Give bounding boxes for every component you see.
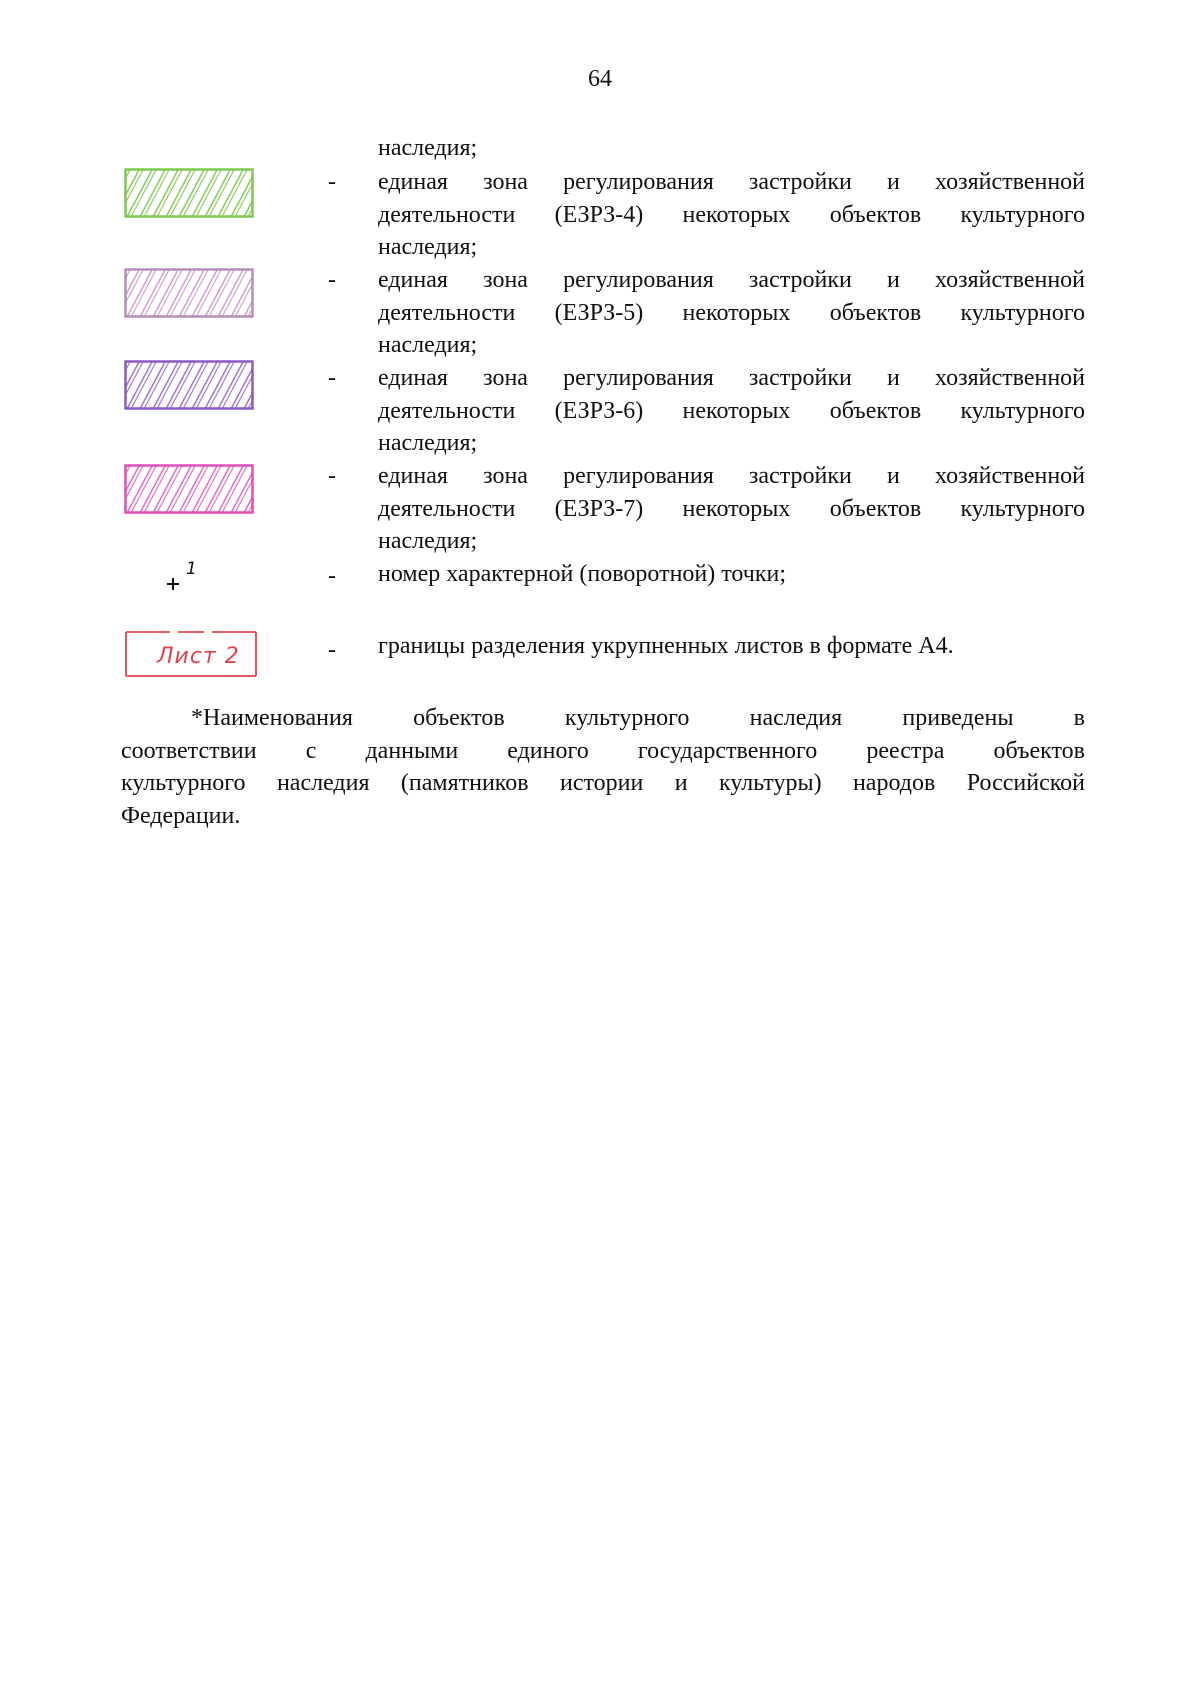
hatch-swatch-violet <box>124 360 254 410</box>
legend-dash: - <box>328 563 336 589</box>
hatch-swatch-light-purple <box>124 268 254 318</box>
legend-line: деятельности (ЕЗРЗ-5) некоторых объектов культурного <box>378 299 1085 326</box>
legend-text <box>378 166 1085 264</box>
legend-line: наследия; <box>378 430 478 456</box>
legend-line: деятельности (ЕЗРЗ-4) некоторых объектов культурного <box>378 201 1085 228</box>
footnote <box>121 702 1085 832</box>
legend-line: деятельности (ЕЗРЗ-7) некоторых объектов культурного <box>378 495 1085 522</box>
legend-line: деятельности (ЕЗРЗ-6) некоторых объектов культурного <box>378 397 1085 424</box>
sheet-boundary-label: Лист 2 <box>157 644 240 669</box>
legend-text <box>378 264 1085 362</box>
legend-text <box>378 460 1085 558</box>
sheet-boundary-icon <box>124 630 258 678</box>
legend-dash: - <box>328 463 336 489</box>
legend-dash: - <box>328 365 336 391</box>
turning-point-icon <box>164 556 204 592</box>
page-number: 64 <box>588 66 612 92</box>
footnote-line: *Наименования объектов культурного наследия приведены в <box>191 705 1085 731</box>
legend-dash: - <box>328 169 336 195</box>
legend-line: единая зона регулирования застройки и хозяйственной <box>378 463 1085 489</box>
legend-line: единая зона регулирования застройки и хозяйственной <box>378 365 1085 391</box>
legend-text: границы разделения укрупненных листов в формате А4. <box>378 633 954 659</box>
legend-line: единая зона регулирования застройки и хозяйственной <box>378 267 1085 293</box>
legend-line: наследия; <box>378 332 478 358</box>
continuation-text: наследия; <box>378 135 478 161</box>
footnote-line: соответствии с данными единого государственного реестра объектов <box>121 737 1085 764</box>
footnote-line: культурного наследия (памятников истории и культуры) народов Российской <box>121 770 1085 796</box>
footnote-line: Федерации. <box>121 802 241 829</box>
hatch-swatch-green <box>124 168 254 218</box>
legend-text: номер характерной (поворотной) точки; <box>378 561 787 587</box>
legend-text <box>378 362 1085 460</box>
legend-dash: - <box>328 267 336 293</box>
turning-point-label: 1 <box>186 559 197 579</box>
legend-line: единая зона регулирования застройки и хозяйственной <box>378 169 1085 195</box>
hatch-swatch-pink <box>124 464 254 514</box>
legend-line: наследия; <box>378 234 478 260</box>
legend-line: наследия; <box>378 528 478 554</box>
legend-dash: - <box>328 637 336 663</box>
